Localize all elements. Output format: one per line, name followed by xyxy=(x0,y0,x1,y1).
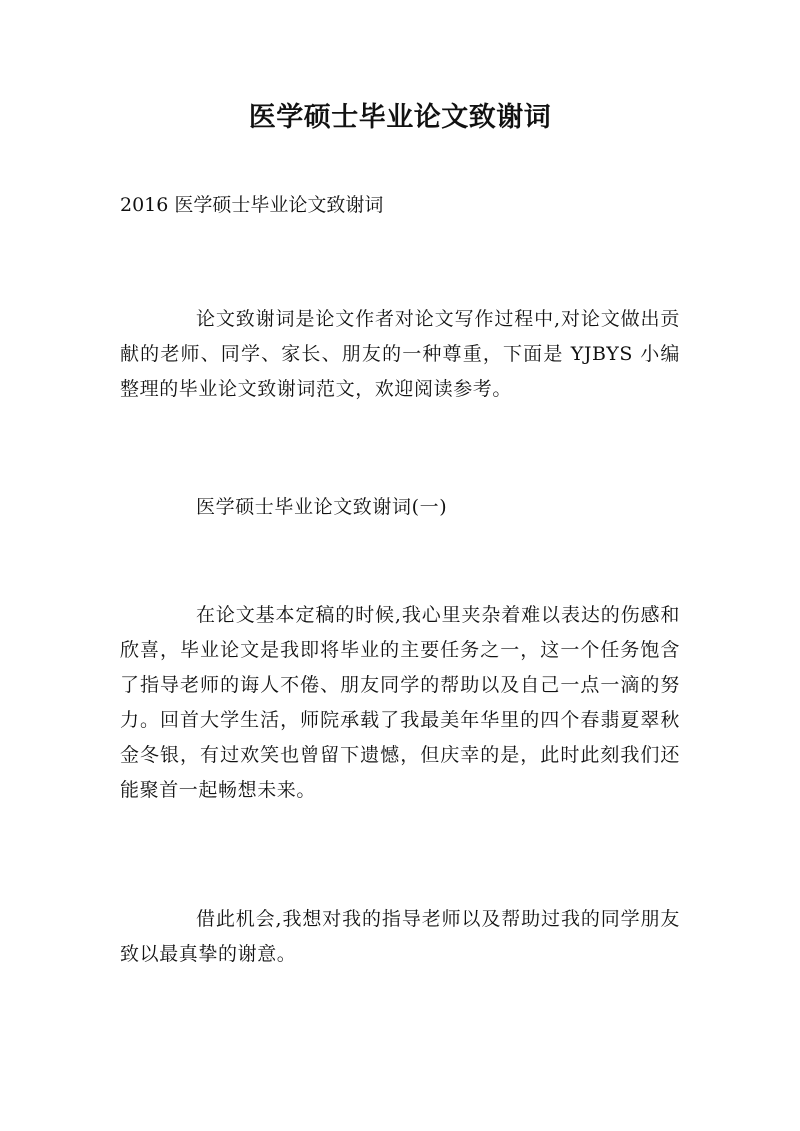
document-subtitle: 2016 医学硕士毕业论文致谢词 xyxy=(120,194,384,216)
body-paragraph: 借此机会,我想对我的指导老师以及帮助过我的同学朋友致以最真挚的谢意。 xyxy=(120,908,680,965)
intro-paragraph: 论文致谢词是论文作者对论文写作过程中,对论文做出贡献的老师、同学、家长、朋友的一种尊重，下面是 YJBYS 小编整理的毕业论文致谢词范文，欢迎阅读参考。 xyxy=(120,308,680,400)
section-heading: 医学硕士毕业论文致谢词(一) xyxy=(196,496,448,518)
body-paragraph: 在论文基本定稿的时候,我心里夹杂着难以表达的伤感和欣喜，毕业论文是我即将毕业的主要任务之一，这一个任务饱含了指导老师的诲人不倦、朋友同学的帮助以及自己一点一滴的努力。回首大学生活，师院承载了我最美年华里的四个春翡夏翠秋金冬银，有过欢笑也曾留下遗憾，但庆幸的是，此时此刻我们还能聚首一起畅想未来。 xyxy=(120,604,680,801)
document-title: 医学硕士毕业论文致谢词 xyxy=(248,102,552,133)
